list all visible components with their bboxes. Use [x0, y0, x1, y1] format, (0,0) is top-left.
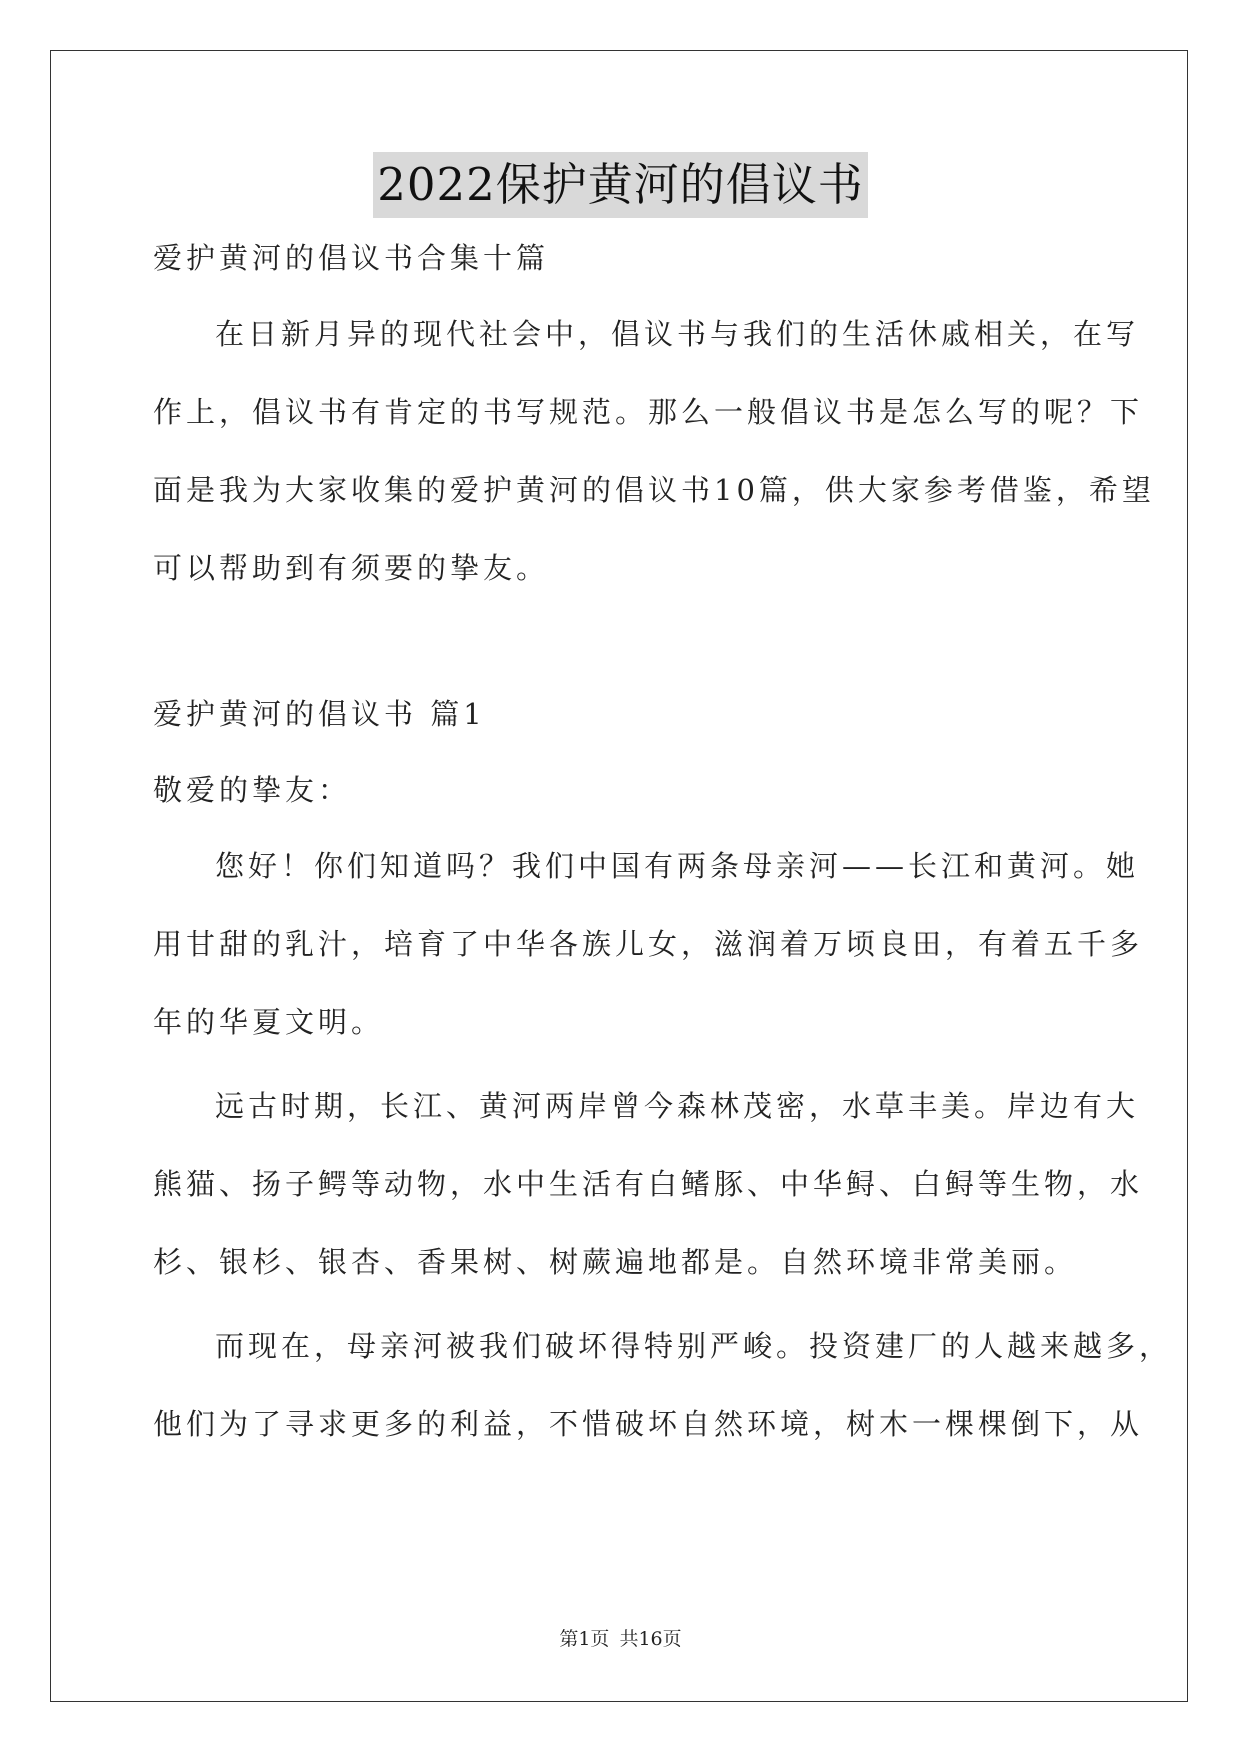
page-number: 第1页	[559, 1628, 610, 1650]
paragraph3-line-1: 而现在，母亲河被我们破坏得特别严峻。投资建厂的人越来越多，	[215, 1329, 1173, 1363]
paragraph1-line-1: 您好！你们知道吗？我们中国有两条母亲河——长江和黄河。她	[215, 849, 1140, 883]
paragraph2-line-2: 熊猫、扬子鳄等动物，水中生活有白鳍豚、中华鲟、白鲟等生物，水	[153, 1167, 1144, 1201]
intro-line-3: 面是我为大家收集的爱护黄河的倡议书10篇，供大家参考借鉴，希望	[153, 473, 1155, 507]
salutation: 敬爱的挚友：	[153, 773, 352, 807]
intro-line-4: 可以帮助到有须要的挚友。	[153, 551, 550, 585]
paragraph1-line-2: 用甘甜的乳汁，培育了中华各族儿女，滋润着万顷良田，有着五千多	[153, 927, 1144, 961]
paragraph2-line-1: 远古时期，长江、黄河两岸曾今森林茂密，水草丰美。岸边有大	[215, 1089, 1140, 1123]
title-container	[0, 152, 1241, 218]
document-subtitle: 爱护黄河的倡议书合集十篇	[153, 241, 550, 275]
document-title: 2022保护黄河的倡议书	[373, 152, 868, 218]
intro-line-2: 作上，倡议书有肯定的书写规范。那么一般倡议书是怎么写的呢？下	[153, 395, 1144, 429]
paragraph1-line-3: 年的华夏文明。	[153, 1005, 385, 1039]
intro-line-1: 在日新月异的现代社会中，倡议书与我们的生活休戚相关，在写	[215, 317, 1140, 351]
section-heading: 爱护黄河的倡议书 篇1	[153, 697, 486, 731]
paragraph3-line-2: 他们为了寻求更多的利益，不惜破坏自然环境，树木一棵棵倒下，从	[153, 1407, 1144, 1441]
page-footer	[0, 1626, 1241, 1652]
paragraph2-line-3: 杉、银杉、银杏、香果树、树蕨遍地都是。自然环境非常美丽。	[153, 1245, 1078, 1279]
page-total: 共16页	[619, 1628, 682, 1650]
